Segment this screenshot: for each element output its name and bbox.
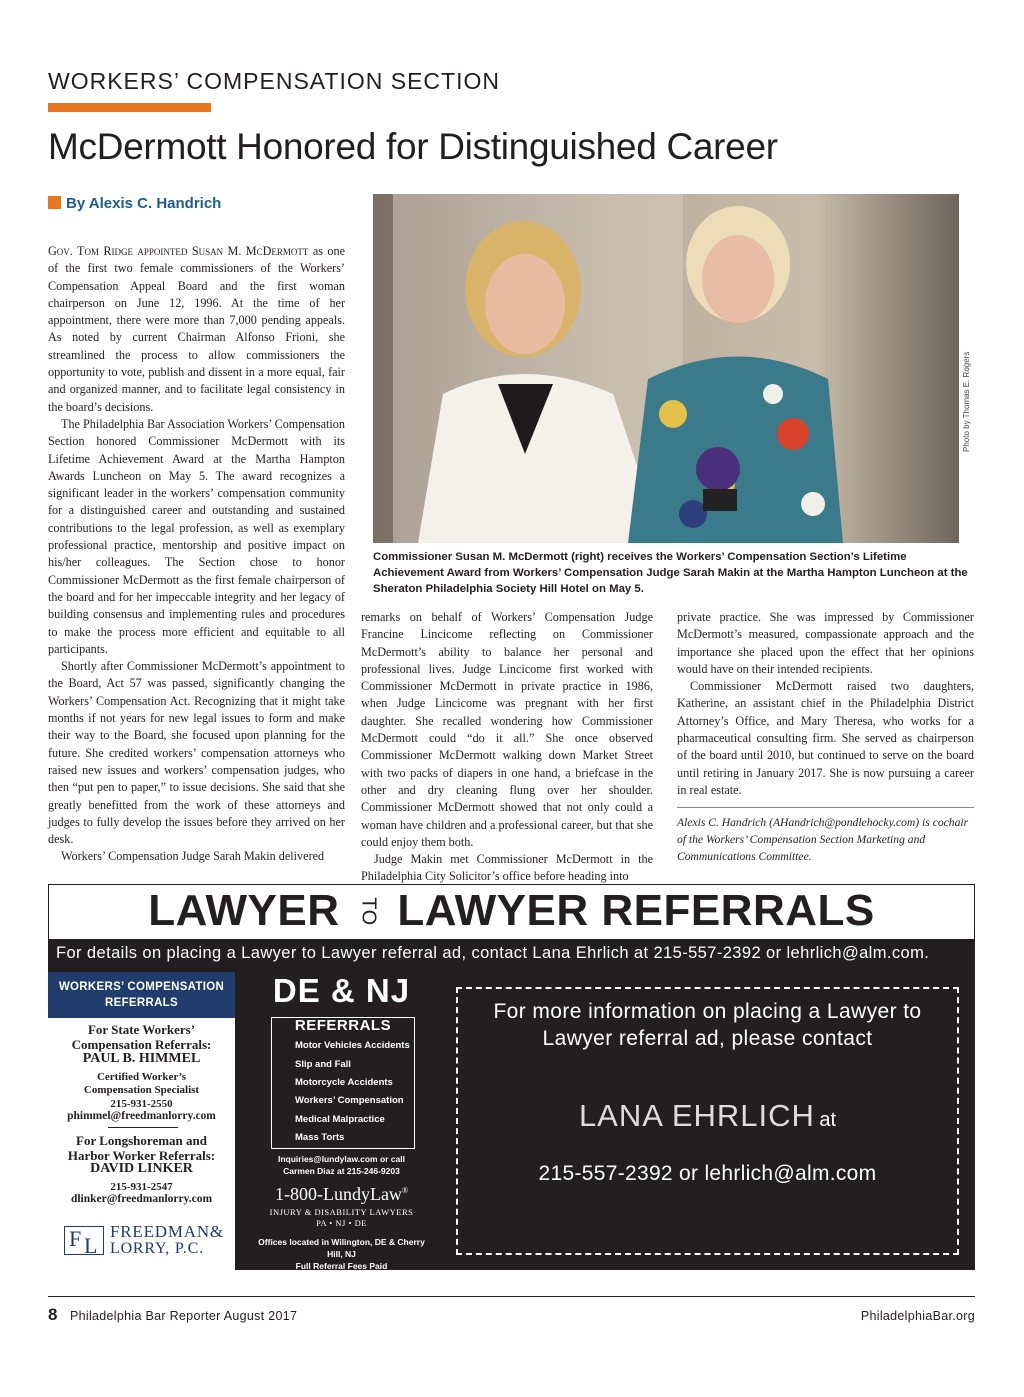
denj-firm-tagline: INJURY & DISABILITY LAWYERS PA • NJ • DE [269,1207,414,1228]
article-column-3 [677,609,974,865]
wc-state-name: PAUL B. HIMMEL [82,1051,201,1066]
wc-state-certification: Certified Worker’s Compensation Specialist [83,1071,200,1096]
article-paragraph: private practice. She was impressed by Commissioner McDermott’s measured, compassionate approach and the importance she placed upon the effect that her opinions would have on their intended recipients. [677,610,974,676]
article-paragraph: Judge Makin met Commissioner McDermott in the Philadelphia City Solicitor’s office before heading into [361,852,653,884]
firm-name-line: LORRY, P.C. [110,1240,204,1257]
referrals-title-left: LAWYER [148,886,340,935]
article-paragraph: Commissioner McDermott raised two daughters, Katherine, an assistant chief in the Philadelphia District Attorney’s Office, and Mary Theresa, who works for a pharmaceutical consulting firm. She served as chairperson of the board until 2010, but continued to serve on the board until retiring in January 2017. She is now pursuing a career in real estate. [677,679,974,797]
article-column-1 [48,243,345,866]
photo-credit: Photo by Thomas E. Rogers [962,351,971,452]
firm-name-line: FREEDMAN& [110,1222,224,1241]
referrals-title-right: LAWYER REFERRALS [397,886,875,935]
author-note-divider [677,807,974,808]
wc-harbor-phone: 215-931-2547 [110,1181,173,1193]
footer-url[interactable]: PhiladelphiaBar.org [860,1309,975,1323]
denj-ad-subtitle: REFERRALS [294,1017,392,1034]
wc-head-line: WORKERS’ COMPENSATION [58,981,225,993]
article-paragraph [48,243,345,416]
paragraph-text: as one of the first two female commissioners of the Workers’ Compensation Appeal Board and the first woman chairperson on June 12, 1996. At the time of her appointment, there were more than 7,000 pending appeals. As noted by current Chairman Alfonso Frioni, she streamlined the process to allow commissioners the opportunity to vote, publish and dissent in a more equal, fair and organized manner, and to facilitate legal consistency in the board’s decisions. [48,244,345,414]
denj-practice-item: Mass Torts [295,1132,345,1143]
photo-caption: Commissioner Susan M. McDermott (right) receives the Workers’ Compensation Section’s Lifetime Achievement Award from Workers’ Compensation Judge Sarah Makin at the Martha Hampton Luncheon at the Sheraton Philadelphia Society Hill Hotel on May 5. [373,551,968,595]
award-photo [373,194,959,543]
info-text: For more information on placing a Lawyer to Lawyer referral ad, please contact [493,1000,922,1050]
wc-state-label: For State Workers’ Compensation Referrals: [71,1022,212,1052]
article-paragraph: Workers’ Compensation Judge Sarah Makin delivered [61,849,325,864]
article-headline: McDermott Honored for Distinguished Career [48,126,778,167]
article-column-2 [361,609,653,886]
author-note: Alexis C. Handrich (AHandrich@pondlehocky.com) is cochair of the Workers’ Compensation Section Marketing and Communications Committee. [677,816,969,864]
wc-harbor-label: For Longshoreman and Harbor Worker Referrals: [67,1133,216,1163]
lead-in: Gov. Tom Ridge appointed Susan M. McDermott [48,244,309,258]
info-contact-name: LANA EHRLICH at [578,1098,837,1133]
wc-state-email[interactable]: phimmel@freedmanlorry.com [67,1110,216,1122]
wc-harbor-name: DAVID LINKER [90,1161,193,1176]
section-accent-rule [48,103,211,112]
denj-inquiries: Inquiries@lundylaw.com or call Carmen Diaz at 215-246-9203 [277,1154,405,1176]
page-number: 8 [48,1305,58,1324]
referrals-title [48,886,975,938]
article-paragraph: remarks on behalf of Workers’ Compensation Judge Francine Lincicome reflecting on Commissioner McDermott’s ability to balance her personal and professional lives. Judge Lincicome first worked with Commissioner McDermott in private practice in 1986, when Judge Lincicome was pregnant with her first daughter. She recalled wondering how Commissioner McDermott could “do it all.” She once observed Commissioner McDermott walking down Market Street with two packs of diapers in one hand, a briefcase in the other and dry cleaning flung over her shoulder. Commissioner McDermott showed that not only could a woman have children and a professional career, but that she could enjoy them both. [361,610,653,849]
footer-publication: Philadelphia Bar Reporter August 2017 [70,1309,298,1323]
denj-practice-item: Motor Vehicles Accidents [295,1040,410,1051]
info-contact-details[interactable]: 215-557-2392 or lehrlich@alm.com [538,1162,877,1185]
workers-comp-ad-header [48,972,235,1018]
wc-state-phone: 215-931-2550 [110,1098,173,1110]
section-label: WORKERS’ COMPENSATION SECTION [48,68,500,94]
denj-phone: 1-800-LundyLaw® [274,1184,409,1204]
denj-practice-item: Medical Malpractice [295,1114,385,1125]
byline-square-icon [48,196,61,209]
denj-practice-item: Motorcycle Accidents [295,1077,393,1088]
byline-text: By Alexis C. Handrich [66,195,222,212]
denj-ad-title: DE & NJ [272,972,411,1009]
byline [48,195,221,212]
wc-divider [108,1127,178,1128]
wc-head-line: REFERRALS [105,997,178,1009]
article-paragraph: The Philadelphia Bar Association Workers’ Compensation Section honored Commissioner McDermott with its Lifetime Achievement Award at the Martha Hampton Awards Luncheon on May 5. The award recognizes a significant leader in the workers’ compensation community for a distinguished career and outstanding and sustained contributions to the legal profession, as well as exemplary professional practice, mentorship and positive impact on his/her colleagues. The Section chose to honor Commissioner McDermott as the first female chairperson of the board and for her impeccable integrity and her legacy of building consensus and implementing rules and procedures to make the process more efficient and equitable to all participants. [48,416,345,656]
referrals-title-to: TO [357,897,380,926]
wc-harbor-email[interactable]: dlinker@freedmanlorry.com [70,1193,213,1205]
referrals-contact-bar: For details on placing a Lawyer to Lawyer referral ad, contact Lana Ehrlich at 215-557-2392 or lehrlich@alm.com. [48,939,975,968]
denj-practice-item: Workers’ Compensation [295,1095,404,1106]
footer-rule [48,1296,975,1297]
denj-offices: Offices located in Wilington, DE & Cherry Hill, NJ Full Referral Fees Paid [258,1237,425,1271]
denj-practice-item: Slip and Fall [295,1059,351,1070]
article-paragraph: Shortly after Commissioner McDermott’s appointment to the Board, Act 57 was passed, significantly changing the Workers’ Compensation Act. Recognizing that it might take months if not years for new legal issues to form and make their way to the Board, she focused upon planning for the future. She credited workers’ compensation attorneys who raised new issues and workers’ compensation judges, who then “put pen to paper,” to issue decisions. She said that she greatly benefitted from the work of these attorneys and judges to fully develop the issues before they arrived on her desk. [48,659,345,847]
freedman-lorry-logo-icon: F L [64,1226,104,1255]
photo-illustration [373,194,959,543]
